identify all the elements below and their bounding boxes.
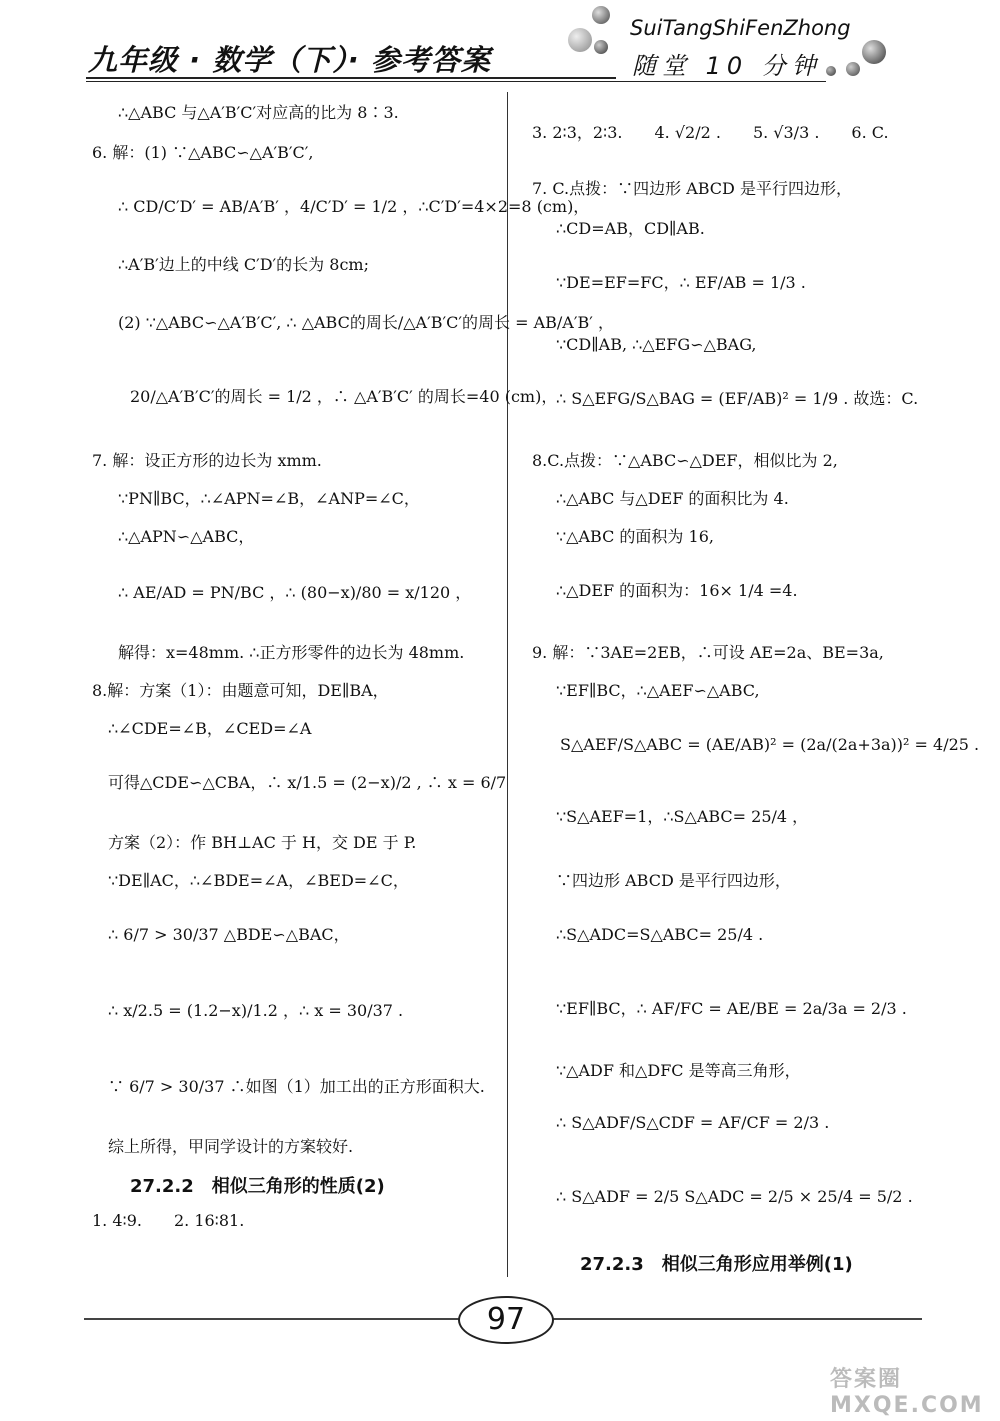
- header-rule-thin: [86, 81, 826, 82]
- decor-ball-icon: [846, 62, 860, 76]
- decor-ball-icon: [568, 28, 592, 52]
- left-line: 8.解：方案（1）：由题意可知，DE∥BA，: [92, 681, 389, 700]
- left-line: 解得：x=48mm. ∴正方形零件的边长为 48mm.: [118, 643, 465, 662]
- header-rule: [86, 77, 616, 79]
- right-line: 7. C.点拨：∵四边形 ABCD 是平行四边形，: [532, 179, 852, 198]
- right-line: ∴ S△ADF/S△CDF = AF/CF = 2/3 .: [556, 1113, 830, 1132]
- left-line: ∴ CD/C′D′ = AB/A′B′ ，4/C′D′ = 1/2 ，∴C′D′=4×2=8 (cm)，: [118, 197, 590, 216]
- left-line: 方案（2）：作 BH⊥AC 于 H，交 DE 于 P.: [108, 833, 417, 852]
- decor-ball-icon: [826, 66, 836, 76]
- right-line: ∴△DEF 的面积为：16× 1/4 =4.: [556, 581, 798, 600]
- left-line: ∵DE∥AC，∴∠BDE=∠A，∠BED=∠C，: [108, 871, 409, 890]
- right-line: ∵EF∥BC，∴ AF/FC = AE/BE = 2a/3a = 2/3 .: [556, 999, 907, 1018]
- right-line: ∵△ABC 的面积为 16,: [556, 527, 714, 546]
- right-line: ∵DE=EF=FC，∴ EF/AB = 1/3 .: [556, 273, 806, 292]
- right-line: ∵△ADF 和△DFC 是等高三角形，: [556, 1061, 801, 1080]
- right-line: ∴△ABC 与△DEF 的面积比为 4.: [556, 489, 789, 508]
- footer-rule-right: [548, 1318, 922, 1320]
- right-line: ∴S△ADC=S△ABC= 25/4 .: [556, 925, 764, 944]
- right-line: ∵EF∥BC，∴△AEF∽△ABC,: [556, 681, 760, 700]
- right-line: ∴CD=AB，CD∥AB.: [556, 219, 705, 238]
- left-line: ∴A′B′边上的中线 C′D′的长为 8cm;: [118, 255, 369, 274]
- header-brand: 随堂 10 分钟: [632, 52, 822, 80]
- footer-rule-left: [84, 1318, 460, 1320]
- header-pinyin: SuiTangShiFenZhong: [630, 16, 851, 40]
- decor-ball-icon: [862, 40, 886, 64]
- left-line: 20/△A′B′C′的周长 = 1/2 ，∴ △A′B′C′ 的周长=40 (cm)，: [130, 387, 558, 406]
- right-line: ∴ S△ADF = 2/5 S△ADC = 2/5 × 25/4 = 5/2 .: [556, 1187, 913, 1206]
- left-line: ∴ 6/7 > 30/37 △BDE∽△BAC，: [108, 925, 350, 944]
- left-line: 7. 解：设正方形的边长为 xmm.: [92, 451, 322, 470]
- column-divider: [507, 92, 508, 1277]
- right-line: 3. 2∶3，2∶3. 4. √2/2 . 5. √3/3 . 6. C.: [532, 123, 889, 142]
- right-line: S△AEF/S△ABC = (AE/AB)² = (2a/(2a+3a))² = 4/25 .: [560, 735, 980, 754]
- left-line: ∵ 6/7 > 30/37 ∴如图（1）加工出的正方形面积大.: [108, 1077, 485, 1096]
- watermark: 答案圈 MXQE.COM: [830, 1367, 984, 1418]
- left-line: 可得△CDE∽△CBA，∴ x/1.5 = (2−x)/2 , ∴ x = 6/7: [108, 773, 507, 792]
- left-line: ∵PN∥BC，∴∠APN=∠B，∠ANP=∠C，: [118, 489, 420, 508]
- right-line: ∴ S△EFG/S△BAG = (EF/AB)² = 1/9 . 故选：C.: [556, 389, 919, 408]
- right-line: ∵S△AEF=1，∴S△ABC= 25/4 ，: [556, 807, 809, 826]
- right-line: 9. 解：∵3AE=2EB，∴可设 AE=2a、BE=3a,: [532, 643, 884, 662]
- left-line: ∴ AE/AD = PN/BC ，∴ (80−x)/80 = x/120 ，: [118, 583, 472, 602]
- section-heading: 27.2.3 相似三角形应用举例(1): [580, 1254, 853, 1275]
- page-header-title: 九年级 · 数学（下）· 参考答案: [88, 43, 491, 77]
- decor-ball-icon: [594, 40, 608, 54]
- left-line: ∴△ABC 与△A′B′C′对应高的比为 8∶3.: [118, 103, 399, 122]
- left-line: 1. 4∶9. 2. 16∶81.: [92, 1211, 245, 1230]
- right-line: ∵四边形 ABCD 是平行四边形，: [556, 871, 791, 890]
- right-line: 8.C.点拨：∵△ABC∽△DEF，相似比为 2,: [532, 451, 838, 470]
- left-line: ∴△APN∽△ABC，: [118, 527, 255, 546]
- left-line: ∴ x/2.5 = (1.2−x)/1.2 ，∴ x = 30/37 .: [108, 1001, 404, 1020]
- left-line: 综上所得，甲同学设计的方案较好.: [108, 1137, 354, 1156]
- left-line: 6. 解：(1) ∵△ABC∽△A′B′C′,: [92, 143, 314, 162]
- left-line: ∴∠CDE=∠B，∠CED=∠A: [108, 719, 312, 738]
- left-line: (2) ∵△ABC∽△A′B′C′, ∴ △ABC的周长/△A′B′C′的周长 = AB/A′B′ ，: [118, 313, 614, 332]
- page-number: 97: [458, 1296, 554, 1344]
- right-line: ∵CD∥AB, ∴△EFG∽△BAG,: [556, 335, 757, 354]
- section-heading: 27.2.2 相似三角形的性质(2): [130, 1176, 385, 1197]
- decor-ball-icon: [592, 6, 610, 24]
